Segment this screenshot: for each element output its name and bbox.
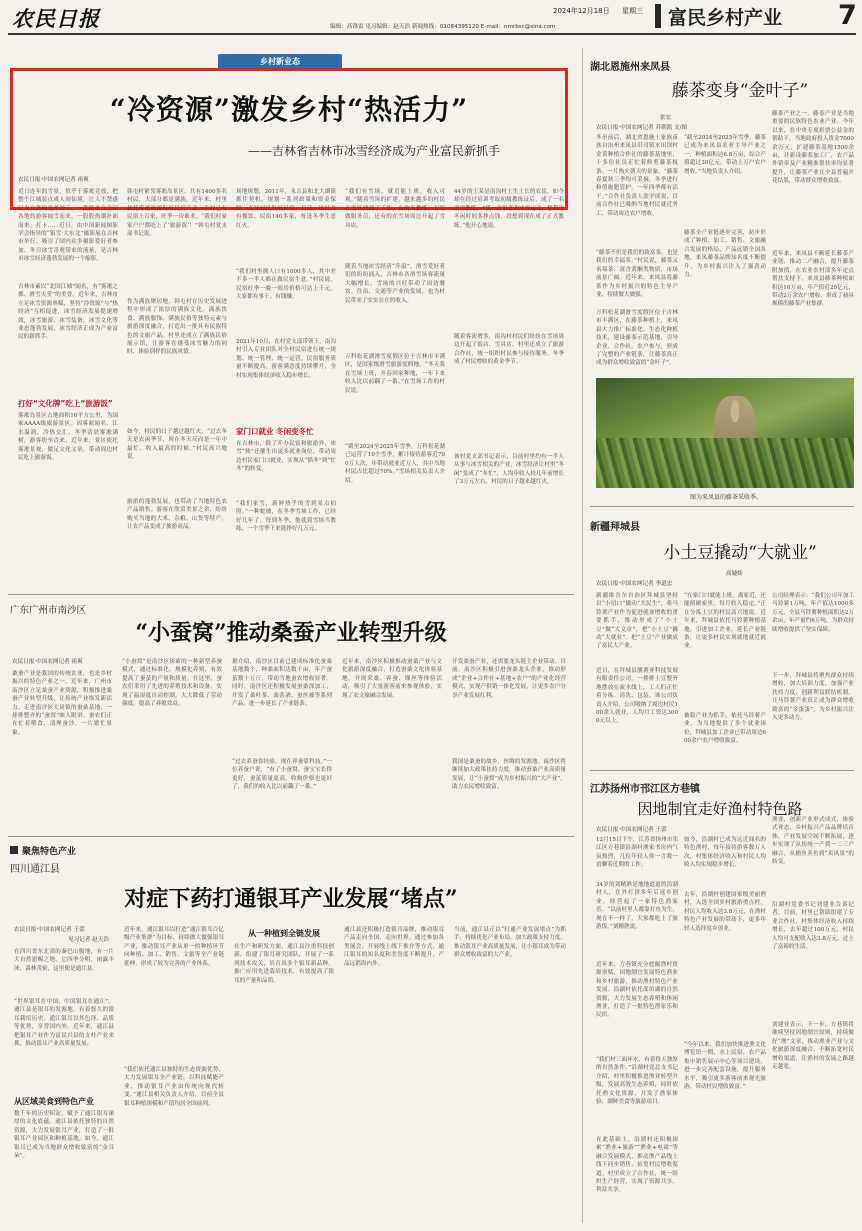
tonghua-paragraph: 在生产和研发方面，通江县注重科技创新，组建了银耳研究团队，开展了一系列技术攻关，培育出多个银耳新品种，推广应用先进栽培技术，有效提高了银耳的产量和品质。 <box>234 944 334 984</box>
guangzhou-col-5 <box>452 658 566 830</box>
xinjiang-paragraph: 公司经理表示：“我们公司年加工马铃薯1万吨，年产值达1000多万元。全县马铃薯种植面积达2万余亩，年产量约6万吨，为群众持续增收提供了坚实保障。 <box>772 593 854 633</box>
guangzhou-col-4 <box>342 658 442 830</box>
yangzhou-paragraph: “今年以来，我们加快推进渔文化博览馆一期、水上民宿、农产品集中销售展示中心等项目建设，进一步完善配套设施，提升服务水平，吸引更多游客前来观光旅游，带动村民增收致富。” <box>684 1042 766 1091</box>
lead-paragraph: “我们有雪场，就近能上班，收入可观。”随着雪场的扩建，越来越多的村民在雪场找到了工作，有的当教练，有的做服务员，还有的在雪场周边开起了雪具店。 <box>345 189 445 229</box>
photo-foliage <box>596 438 854 488</box>
tonghua-article <box>8 840 574 1225</box>
enshi-paragraph: “藤茶不但是我们的致富茶，也是我们的幸福茶。”村民说，藤茶又名莓茶，富含黄酮类物质，市场前景广阔。近年来，来凤县将藤茶作为乡村振兴的特色主导产业，持续做大做强。 <box>596 250 678 299</box>
xinjiang-article <box>590 512 854 762</box>
yangzhou-paragraph: 在此基础上，沿湖村还积极探索“渔业+旅游”“渔业+电商”等融合发展模式，推动渔产品线上线下同步销售，拓宽村民增收渠道。村里成立了合作社，统一组织生产经营，实现了资源共享、利益共享。 <box>596 1137 678 1194</box>
tonghua-subhead: 从区域美食到特色产业 <box>14 1097 94 1106</box>
enshi-photo <box>596 378 854 488</box>
tonghua-headline: 对症下药打通银耳产业发展“堵点” <box>124 886 458 912</box>
guangzhou-region: 广东广州市南沙区 <box>10 605 87 616</box>
lead-paragraph: 如今，村民的日子越过越红火。“过去冬天是农闲季节，现在冬天反而是一年中最忙、收入最高的时候。”村民高兴地说。 <box>127 429 227 461</box>
tonghua-col-3 <box>234 926 334 1223</box>
xinjiang-paragraph: 新疆维吾尔自治区拜城县坚持以“小切口”撬动“大民生”，将马铃薯产业作为促进就业增收的重要抓手，推动形成了“小土豆”做“大文章”，把“小土豆”撬动“大就业”。把“土豆”产业做成了富民大产业。 <box>596 593 678 650</box>
xinjiang-col-3 <box>772 592 854 757</box>
lead-col-5 <box>454 188 564 583</box>
enshi-col-3 <box>772 110 854 374</box>
lead-paragraph: 场地规划，2011年，永吉县和北大湖镇抓住契机，规划一系列政策和资金保障，支持村民发展民宿。目前，该村共有餐饮、民宿140多家，每逢冬季生意红火。 <box>236 189 336 229</box>
lead-paragraph: 该村党支部书记表示，目前村里约有一半人从事与冰雪相关的产业，冰雪经济让村里“冬闲”变成了“冬忙”，人均年收入较几年前增长了3万元左右，村民的日子越来越红火。 <box>454 454 564 486</box>
enshi-col-1 <box>596 134 678 374</box>
xinjiang-region: 新疆拜城县 <box>590 522 640 533</box>
page-number: 7 <box>838 0 857 31</box>
lead-subhead: 打好“文化牌”吃上“旅游饭” <box>18 399 113 408</box>
lead-paragraph: 雾凇岛景区占地面积10平方公里，为国家AAAA级旅游景区。因雾凇闻名，江水温润，冷热交汇，冬季清晨雾凇满树，游客纷至沓来。近年来，景区依托雾凇景观，做足文化文章，带动周边村民吃上旅游饭。 <box>18 413 118 462</box>
guangzhou-headline: “小蚕窝”推动桑蚕产业转型升级 <box>135 620 447 646</box>
yangzhou-paragraph: 12月15日下午，江苏省扬州市邗江区方巷镇沿湖村渔家书房内气氛热烈，几位年轻人你一言我一语聊着近期的工作。 <box>596 837 678 869</box>
kicker-label: 乡村新业态 <box>260 57 300 66</box>
xinjiang-headline: 小土豆撬动“大就业” <box>663 543 817 563</box>
yangzhou-headline: 因地制宜走好渔村特色路 <box>637 800 803 818</box>
enshi-paragraph: 冬至前后，湖北省恩施土家族苗族自治州来凤县旧司镇水田坝村金黄种植合作社的藤茶基地里，十多位社员正忙着修剪藤茶枝条。一片热火朝天的景象，“藤茶春夏秋三季均可采摘，冬季进行修剪施肥管护，一年四季都有活干。”合作社负责人张学成说，目前合作社已吸纳当地村民就近务工，带动周边农户增收。 <box>596 135 678 217</box>
lead-paragraph: 万科松花湖滑雪度假区位于吉林市丰满区，是国家级滑雪旅游度假地。“冬天我在雪场上班，开春回家种地，一年下来收入比以前翻了一番。”在雪场工作的村民说。 <box>345 354 445 394</box>
guangzhou-col-3 <box>232 658 332 830</box>
tonghua-region: 四川通江县 <box>10 864 60 875</box>
enshi-photo-caption: 图为来凤县的藤茶采收季。 <box>690 494 763 501</box>
tonghua-col-2 <box>124 926 224 1223</box>
lead-paragraph: 韩屯村紧邻雾凇岛景区，共有1400多名村民，大部分都是满族。近年来，村里依托雾凇资源发展民宿产业，全村已有民宿上百家，旺季一房难求。“我们村家家户户都吃上了‘旅游饭’！”韩屯村党支部书记说。 <box>127 189 227 238</box>
tonghua-byline: 农民日报·中国农网记者 王蕾 <box>14 927 85 933</box>
guangzhou-byline: 农民日报·中国农网记者 祖爽 <box>12 659 83 665</box>
masthead <box>0 0 862 34</box>
guangzhou-paragraph: 桑蚕产业是我国的传统农业，也是乡村振兴的特色产业之一。近年来，广州市南沙区立足桑蚕产业资源，积极推进桑蚕产业转型升级，让传统产业焕发新活力。走进南沙区大岗镇的蚕桑基地，一排排整齐的“蚕窝”映入眼帘。蚕农们正在忙着喂食、清理蚕沙，一片繁忙景象。 <box>12 671 112 736</box>
enshi-byline: 农民日报·中国农网记者 苏朝凯 文/图 <box>596 125 688 131</box>
enshi-paragraph: 藤茶产业之一，藤茶产业是当地重要的民族特色农业产业。今年以来，在中央专项彩票公益金的帮助下，当地政府投入资金7000余万元，扩建藤茶基地1500余亩，并新设藤茶加工厂，农产品外销率及产业精准帮扶率均显著提升，让藤茶产业在全县普遍开花结果，带动群众增收致富。 <box>772 111 854 185</box>
tonghua-col-5 <box>454 926 566 1223</box>
section-title: 富民乡村产业 <box>668 7 783 29</box>
section-rule <box>590 770 854 771</box>
lead-paragraph: 作为满族聚居地，韩屯村在历史发展进程中形成了浓厚的满族文化。满族饮食、满族服饰、满族民俗等独特元素与旅游深度融合，打造出一批具有民族特色的文旅产品。村里还成立了满族民俗展示馆，让游客在感受冰雪魅力的同时，体验别样的民族风情。 <box>127 299 227 356</box>
guangzhou-col-2 <box>122 658 222 830</box>
guangzhou-paragraph: 近年来，南沙区积极推动蚕桑产业与文化旅游深度融合，打造蚕桑文化体验基地，开展采桑、养蚕、缫丝等体验活动，吸引了大量游客前来参观体验，实现了农文旅融合发展。 <box>342 659 442 699</box>
lead-subheadline: ——吉林省吉林市冰雪经济成为产业富民新抓手 <box>248 144 501 158</box>
yangzhou-paragraph: 刘建业表示，下一步，方巷镇将继续坚持因地制宜原则，持续做好“渔”文章，推动渔业产业与文化旅游深度融合，不断拓宽村民增收渠道，让渔村的发展之路越走越宽。 <box>772 1022 854 1071</box>
enshi-paragraph: 万科松花湖滑雪度假区位于吉林市丰满区，在藤茶种植上，来凤县大力推广标准化、生态化种植技术，建设藤茶示范基地，引导企业、合作社、农户参与，形成了完整的产业链条，让藤茶真正成为群众增收致富的“金叶子”。 <box>596 310 678 367</box>
xinjiang-paragraph: 下一步，拜城县将聚焦群众持续增收，加大培训力度，加强产业扶持力度，创新利益联结机制，让马铃薯产业真正成为群众增收致富的“金蛋蛋”，为乡村振兴注入更多动力。 <box>772 673 854 722</box>
lead-paragraph: 吉林市素以“北国江城”闻名，有“雾凇之都、滑雪天堂”的美誉。近年来，吉林市立足冰雪资源禀赋，坚持“冷资源”与“热经济”互相促进，冰雪经济发展提速增效，冰雪旅游、冰雪装备、冰雪文化等业态蓬勃发展，冰雪经济正成为产业富民的新抓手。 <box>18 284 118 341</box>
masthead-date: 2024年12月18日 <box>553 7 610 15</box>
lead-paragraph: 随着当地冰雪经济“升温”，滑雪爱好者们的纷纷涌入，吉林市各滑雪场客流量大幅增长。雪场的兴旺带动了周边餐饮、住宿、交通等产业的发展，也为村民带来了实实在在的收入。 <box>345 264 445 304</box>
yangzhou-article <box>590 776 854 1226</box>
yangzhou-paragraph: 近年来，方巷镇充分挖掘渔村资源禀赋，因地制宜发展特色渔业和乡村旅游，推动渔村特色产业发展。沿湖村依托邵伯湖的自然资源，大力发展生态养殖和休闲渔业，打造了一批特色渔家乐和民宿。 <box>596 962 678 1019</box>
guangzhou-paragraph: 据介绍，南沙区目前已建成标准化蚕桑基地数个，种桑面积达数千亩，年产蚕茧数十万斤，带动当地蚕农增收显著。同时，南沙区还积极发展蚕桑深加工，开发了桑叶茶、桑葚酒、蚕丝被等系列产品，进一步延长了产业链条。 <box>232 659 332 708</box>
yangzhou-paragraph: 渔业，创新产业形式成式，体验式业态，乡村振兴产品品牌培育体，产业发展空间不断拓展，逐步实现了从传统一产到一二三产融合，从捕鱼卖鱼到“卖风景”的转变。 <box>772 817 854 866</box>
guangzhou-paragraph: “小蚕窝”是南沙区探索的一种新型养蚕模式，通过标准化、规模化养殖，有效提高了蚕茧的产量和质量。在这里，蚕农们采用了先进的养殖技术和设备，实现了温湿度自动控制，大大降低了劳动强度，提高了养殖效益。 <box>122 659 222 708</box>
yangzhou-paragraph: “我们村三面环水，有着得天独厚的自然条件。”沿湖村党总支书记介绍，村里积极推进渔业转型升级，发展高效生态养殖，同时依托渔文化资源，开发了渔家体验、湖鲜美食等旅游项目。 <box>596 1057 678 1106</box>
masthead-editors: 编辑：高锋雷 见习编辑：赵天浩 新闻热线：01084395120 E-mail：nmrbsc@sina.com <box>330 24 556 30</box>
yangzhou-paragraph: 去年，沿湖村创建国家级美丽渔村，入选全国乡村旅游重点村，村民人均收入达3.8万元，在渔村特色产业发展的带动下，更多年轻人选择返乡创业。 <box>684 892 766 932</box>
xinjiang-paragraph: 被稳产业为抓手，依托马铃薯产业，为当地提供了多个就业岗位，拜城县加工企业已带动周边600余户农户增收致富。 <box>684 713 766 745</box>
section-rule <box>8 836 574 837</box>
lead-paragraph: 2021年10月，在村党支部带领下，南沟村引入专业团队对全村民宿进行统一规划、统一管理、统一运营，民宿服务质量不断提高，游客满意度持续攀升，全村实现集体经济收入稳步增长。 <box>236 339 336 379</box>
tonghua-col-4 <box>344 926 444 1223</box>
tonghua-paragraph: 通江县还积极打造银耳品牌，推动银耳产品走向全国、走向世界。通过参加各类展会、开展线上线下推介等方式，通江银耳的知名度和美誉度不断提升，产品远销海内外。 <box>344 927 444 967</box>
enshi-paragraph: “截至2024至2025年雪季，藤茶已成为来凤县农业主导产业之一，种植面积达6.8万亩，综合产值超过30亿元，带动上万户农户增收。”当地负责人介绍。 <box>684 135 766 175</box>
tonghua-subhead: 从一种植到全链发展 <box>248 929 320 938</box>
tonghua-byline-2: 见习记者 赵天浩 <box>68 937 109 943</box>
enshi-paragraph: 近年来，来凤县不断延长藤茶产业链，推动二产融合，提升藤茶附加值，在农业农村部多年定点帮扶支持下，来凤县藤茶种植面积达10万亩，年产值近20亿元，带动2万余农户增收，形成了初具规模的藤茶产业集群。 <box>772 251 854 308</box>
lead-headline: “冷资源”激发乡村“热活力” <box>109 93 469 126</box>
column-marker-icon <box>10 846 18 854</box>
yangzhou-region: 江苏扬州市邗江区方巷镇 <box>590 784 700 795</box>
lead-paragraph: “截至2024至2025年雪季，万科松花湖已运营了10个雪季，累计接待游客近700万人次，年带动就业近万人，其中当地村民占比超过70%。”雪场相关负责人介绍。 <box>345 444 445 484</box>
xinjiang-col-2 <box>684 592 766 757</box>
lead-paragraph: “我们村坐拥人口有1000多人，其中差不多一半人都在做民宿生意。”村民说，民宿旺季一晚一间房价格可达上千元，大家都有事干、有钱赚。 <box>236 269 336 301</box>
lead-col-4 <box>345 188 445 583</box>
tonghua-paragraph: “我们依托通江县独特的生态资源优势，大力发展银耳全产业链，以科技赋能产业，推动银耳产业由传统向现代转变。”通江县相关负责人介绍，目前全县银耳种植规模和产值均居全国前列。 <box>124 1067 224 1107</box>
lead-paragraph: 旅游的蓬勃发展，也带动了当地特色农产品销售。游客在欣赏美景之余，纷纷购买当地的大米、杂粮、山货等特产，让农产品变成了旅游商品。 <box>127 499 227 531</box>
yangzhou-paragraph: 沿湖村党委书记刘建业告诉记者，目前，村里已帮助组建了专业合作社，村集体经济收入持续增长，去年超过100万元，村民人均可支配收入达3.8万元，过上了富裕的生活。 <box>772 902 854 951</box>
section-rule <box>8 594 574 595</box>
xinjiang-col-1 <box>596 592 678 757</box>
enshi-article <box>590 58 854 503</box>
yangzhou-paragraph: 如今，沿湖村已成为远近闻名的特色渔村，每年接待游客数万人次，村集体经济收入和村民人均收入均实现稳步增长。 <box>684 837 766 869</box>
masthead-rule <box>8 33 856 35</box>
lead-col-3 <box>236 188 336 583</box>
lead-paragraph: 在吉林市，除了开办民宿和旅游外，冰雪“热”还催生出更多就业岗位，带动周边村民家门口就业，实现从“猫冬”到“忙冬”的转变。 <box>236 441 336 473</box>
lead-paragraph: “我们家雪，新鲜热乎的雪到景点拍照。”一种蛇坡，在冬季雪场工作，已经好几年了。每到冬季，他就到雪场当教练，一个雪季下来能挣好几万元。 <box>236 501 336 533</box>
masthead-weekday: 星期三 <box>622 7 643 15</box>
guangzhou-paragraph: 我国是桑蚕的故乡，丝绸的发源地。南沙区将继续加大政策扶持力度，推动蚕桑产业高质量发展，让“小蚕窝”成为乡村振兴的“大产业”，助力农民增收致富。 <box>452 759 566 791</box>
guangzhou-paragraph: 开发桑蚕产业，还需要龙头链主企业带动。目前，南沙区积极引进蚕桑龙头企业，推动形成“企业+合作社+基地+农户”的产业化经营模式，实现产供销一体化发展，让更多农户分享产业发展红利。 <box>452 659 566 699</box>
lead-paragraph: 44岁的王某是南沟村土生土长的农民，如今却在经过培训考取初级教练证后，成了一名滑雪教练。“我一直很喜欢冰雪运动，想利用冬闲时间多挣点钱，没想到现在成了正式教练。”他开心地说。 <box>454 189 564 229</box>
enshi-col-2 <box>684 134 766 374</box>
yangzhou-col-1 <box>596 836 678 1221</box>
yangzhou-paragraph: 34岁的刘精熟是地地道道的沿湖村人，在外打拼多年后返乡创业，经营起了一家特色渔家乐。“以前村里人都靠打鱼为生，现在不一样了，大家都吃上了旅游饭。”刘精熟说。 <box>596 882 678 931</box>
tonghua-paragraph: 在四川省东北部的秦巴山腹地，有一片大自然恩赐之地，它四季分明，雨露丰沛，森林茂密，这里便是通江县。 <box>14 949 114 972</box>
tonghua-paragraph: 近年来，通江银耳以打造“通江银耳百亿级产业集群”为目标，持续做大做强银耳产业，推动银耳产业从单一的种植环节向种植、加工、销售、文旅等全产业链延伸，形成了较为完善的产业体系。 <box>124 927 224 967</box>
lead-subhead: 家门口就业 冬闲变冬忙 <box>236 427 314 436</box>
section-bar <box>655 4 661 28</box>
enshi-paragraph: 藤茶全产业链逐步完善，初步形成了种植、加工、销售、文旅融合发展的格局，产品远销全国各地，来凤藤茶品牌知名度不断提升，为乡村振兴注入了强劲动力。 <box>684 230 766 279</box>
lead-col-1 <box>18 188 118 583</box>
tonghua-column: 聚焦特色产业 <box>22 847 77 857</box>
lead-paragraph: 随着客流增多，南沟村村民们纷纷在雪场周边开起了饭店、雪具店，村里还成立了旅游合作社，统一组织村民参与接待服务。冬季成了村民增收的黄金季节。 <box>454 334 564 366</box>
lead-paragraph: 近日连年的雪景，似乎于雾凇竞放，把整个江城装点成人间仙境，让人不禁感叹大自然的鬼斧神工，一批批来自全国各地的游客闻雪而来，一股股热潮扑面而来。打卡……近日，由中国新闻图影学会指导的“银雪·大东北”摄影展在吉林市举行，吸引了国内众多摄影爱好者参加。冬日冰雪奇观带来的流量，是吉林市冰雪经济蓬勃发展的一个缩影。 <box>18 189 118 263</box>
lead-article <box>8 48 573 588</box>
xinjiang-paragraph: “在家门口就能上班，离家近，还能照顾家里，每月收入稳定。”正在分拣土豆的村民高兴地说。近年来，拜城县依托马铃薯种植基地，引进加工企业，延长产业链条，让更多村民实现就地就近就业。 <box>684 593 766 650</box>
guangzhou-col-1 <box>12 670 112 830</box>
xinjiang-reporter: 高婕娇 <box>726 571 743 577</box>
enshi-headline: 藤茶变身“金叶子” <box>671 81 809 101</box>
xinjiang-paragraph: 近日，在拜城县靓薯业科技发展有限责任公司，一排排土豆整齐地摆放在流水线上，工人们正忙着分拣、清洗、包装。该公司负责人介绍，公司吸纳了周边村民100余人就业，人均月工资达3000元以上。 <box>596 668 678 725</box>
yangzhou-col-3 <box>772 816 854 1221</box>
tonghua-paragraph: “世界银耳在中国，中国银耳在通江”。通江县是银耳的发源地，有着悠久的银耳栽培历史。通江银耳以其色泽、品质等优势，享誉国内外。近年来，通江县把银耳产业作为富民兴县的支柱产业来抓，推动银耳产业高质量发展。 <box>14 999 114 1048</box>
section-rule <box>590 506 854 507</box>
enshi-region: 湖北恩施州来凤县 <box>590 62 670 73</box>
yangzhou-col-2 <box>684 836 766 1221</box>
yangzhou-byline: 农民日报·中国农网记者 王蕾 <box>596 827 667 833</box>
masthead-logo: 农民日报 <box>12 6 100 31</box>
column-divider <box>582 48 583 1223</box>
enshi-reporter: 张宏 <box>660 115 672 121</box>
guangzhou-article <box>8 598 574 833</box>
xinjiang-byline: 农民日报·中国农网记者 李道忠 <box>596 581 673 587</box>
lead-byline: 农民日报·中国农网记者 祖爽 <box>18 177 89 183</box>
lead-col-2 <box>127 188 227 583</box>
tonghua-paragraph: 数千年的历史积淀，赋予了通江银耳深厚的文化底蕴。通江县依托独特的自然资源，大力发展银耳产业，打造了一批银耳产业园区和种植基地。如今，通江银耳已成为当地群众增收致富的“金耳朵”。 <box>14 1111 114 1160</box>
tonghua-paragraph: 当前，通江县正以“打通产业发展堵点”为抓手，持续优化产业布局，加大政策支持力度，推动银耳产业高质量发展，让小银耳成为带动群众增收致富的大产业。 <box>454 927 566 959</box>
tonghua-col-1 <box>14 948 114 1223</box>
guangzhou-paragraph: “过去养蚕靠经验，现在养蚕靠科技。”一位养蚕户说，“有了小蚕窝，蚕宝宝长得更好，蚕茧质量更高，收购价格也更好了，我们的收入比以前翻了一番。” <box>232 759 332 791</box>
